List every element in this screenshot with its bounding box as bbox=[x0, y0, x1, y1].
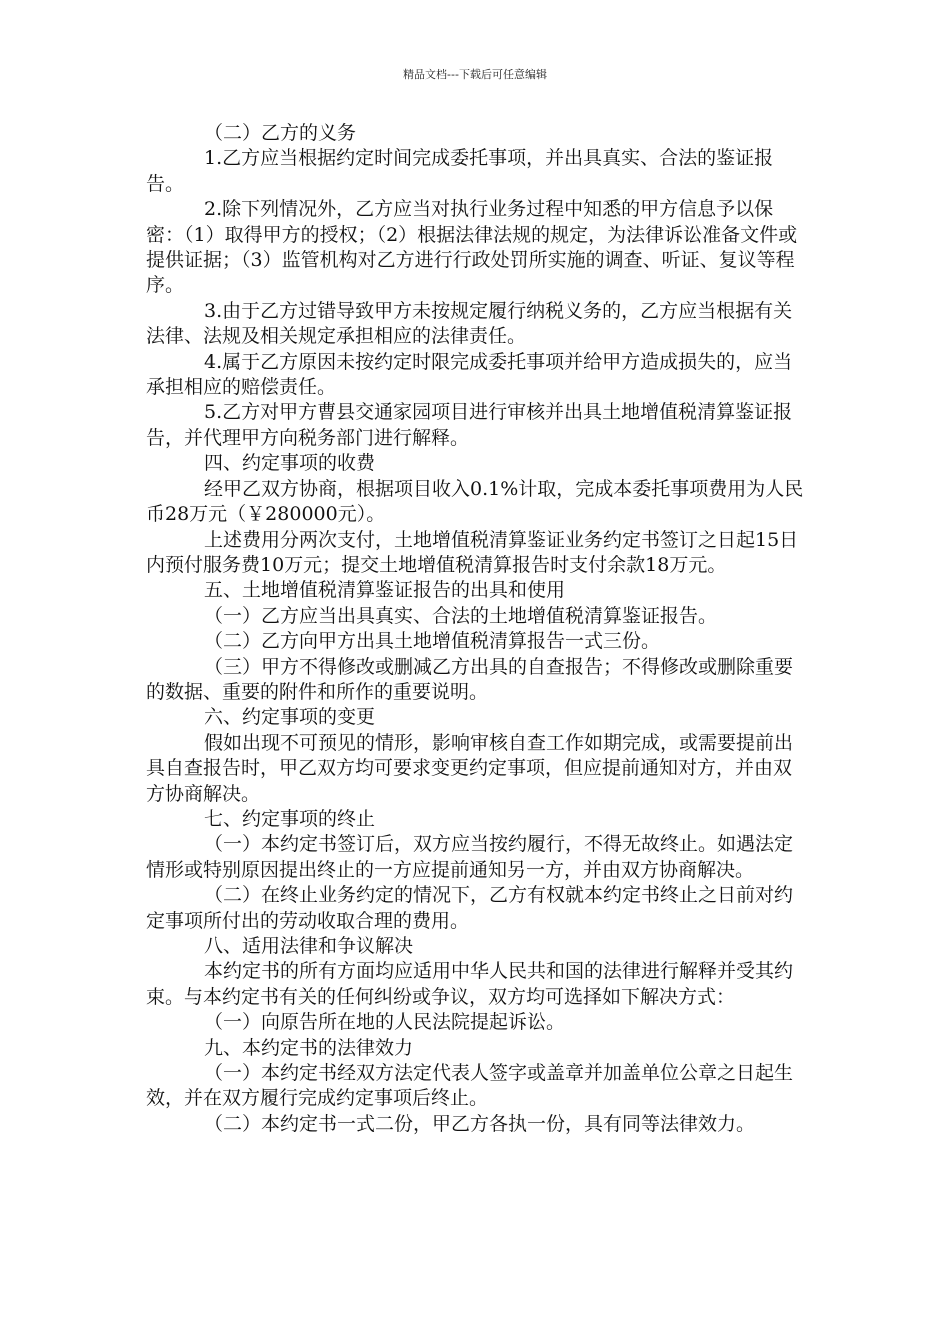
section-heading-validity: 九、本约定书的法律效力 bbox=[204, 1036, 414, 1059]
section-heading-law: 八、适用法律和争议解决 bbox=[204, 935, 414, 957]
paragraph-fee-payment: 上述费用分两次支付，土地增值税清算鉴证业务约定书签订之日起15日内预付服务费10万元；提交土地增值税清算报告时支付余款18万元。 bbox=[146, 528, 799, 576]
paragraph-validity-2: （二）本约定书一式二份，甲乙方各执一份，具有同等法律效力。 bbox=[204, 1112, 756, 1135]
section-heading-change: 六、约定事项的变更 bbox=[204, 706, 376, 729]
page-header: 精品文档---下载后可任意编辑 bbox=[403, 68, 547, 81]
paragraph-termination-2: （二）在终止业务约定的情况下，乙方有权就本约定书终止之日前对约定事项所付出的劳动收取合理的费用。 bbox=[146, 884, 794, 932]
paragraph-report-1: （一）乙方应当出具真实、合法的土地增值税清算鉴证报告。 bbox=[204, 604, 718, 627]
paragraph-item-2: 2.除下列情况外，乙方应当对执行业务过程中知悉的甲方信息予以保密：（1）取得甲方的授权；（2）根据法律法规的规定，为法律诉讼准备文件或提供证据；（3）监管机构对乙方进行行政处罚所实施的调查、听证、复议等程序。 bbox=[146, 198, 798, 297]
paragraph-item-3: 3.由于乙方过错导致甲方未按规定履行纳税义务的，乙方应当根据有关法律、法规及相关规定承担相应的法律责任。 bbox=[146, 299, 793, 348]
paragraph-law-1: （一）向原告所在地的人民法院提起诉讼。 bbox=[204, 1011, 566, 1034]
section-heading-report: 五、土地增值税清算鉴证报告的出具和使用 bbox=[204, 579, 566, 602]
paragraph-report-2: （二）乙方向甲方出具土地增值税清算报告一式三份。 bbox=[204, 630, 661, 653]
section-heading-fees: 四、约定事项的收费 bbox=[204, 452, 376, 475]
paragraph-item-1: 1.乙方应当根据约定时间完成委托事项，并出具真实、合法的鉴证报告。 bbox=[146, 147, 774, 195]
paragraph-item-4: 4.属于乙方原因未按约定时限完成委托事项并给甲方造成损失的，应当承担相应的赔偿责任。 bbox=[146, 350, 793, 399]
paragraph-termination-1: （一）本约定书签订后，双方应当按约履行，不得无故终止。如遇法定情形或特别原因提出终止的一方应提前通知另一方，并由双方协商解决。 bbox=[146, 833, 794, 881]
paragraph-fee-amount: 经甲乙双方协商，根据项目收入0.1%计取，完成本委托事项费用为人民币28万元（￥280000元）。 bbox=[146, 477, 804, 526]
paragraph-change: 假如出现不可预见的情形，影响审核自查工作如期完成，或需要提前出具自查报告时，甲乙双方均可要求变更约定事项，但应提前通知对方，并由双方协商解决。 bbox=[146, 731, 794, 805]
paragraph-validity-1: （一）本约定书经双方法定代表人签字或盖章并加盖单位公章之日起生效，并在双方履行完成约定事项后终止。 bbox=[146, 1062, 794, 1110]
document-body bbox=[146, 121, 810, 1137]
paragraph-item-5: 5.乙方对甲方曹县交通家园项目进行审核并出具土地增值税清算鉴证报告，并代理甲方向税务部门进行解释。 bbox=[146, 401, 793, 449]
paragraph-law: 本约定书的所有方面均应适用中华人民共和国的法律进行解释并受其约束。与本约定书有关的任何纠纷或争议，双方均可选择如下解决方式： bbox=[146, 960, 794, 1008]
section-heading-termination: 七、约定事项的终止 bbox=[204, 807, 376, 830]
section-heading-obligations: （二）乙方的义务 bbox=[204, 122, 357, 144]
paragraph-report-3: （三）甲方不得修改或删减乙方出具的自查报告；不得修改或删除重要的数据、重要的附件和所作的重要说明。 bbox=[146, 655, 794, 703]
